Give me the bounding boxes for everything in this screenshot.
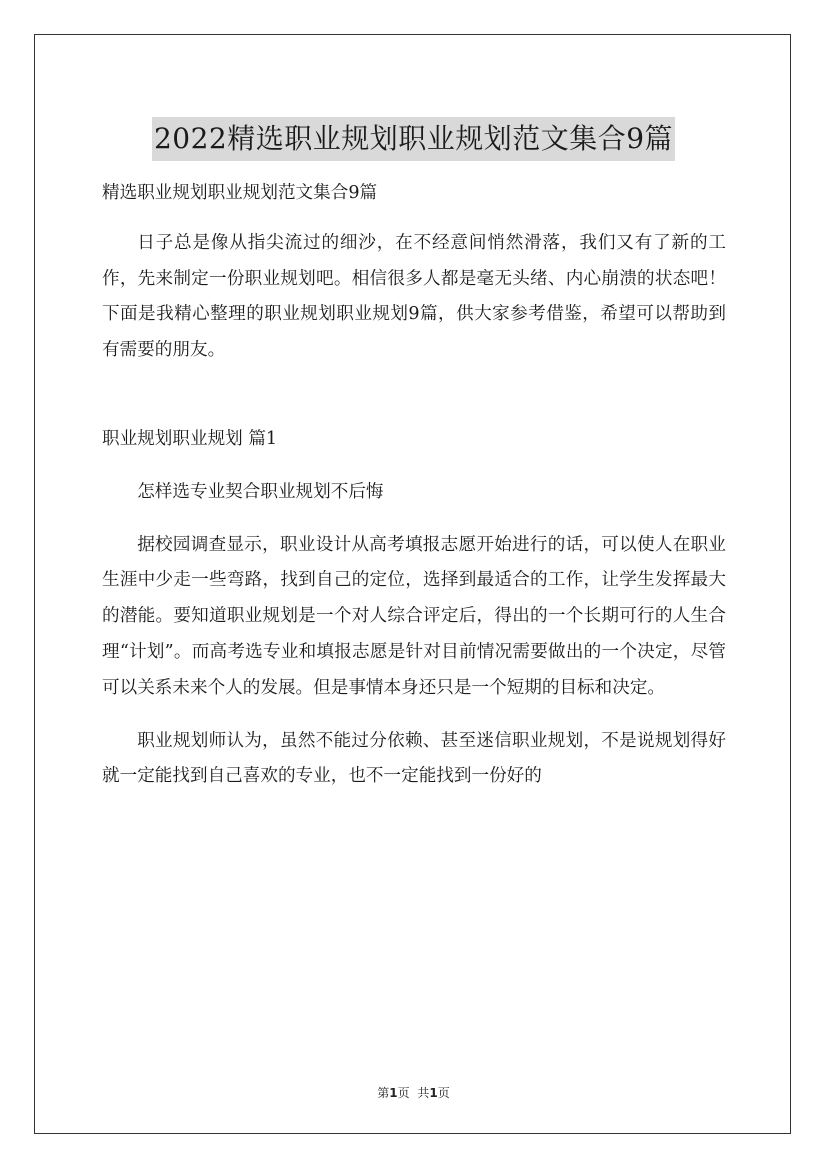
document-subtitle: 精选职业规划职业规划范文集合9篇 — [102, 183, 378, 203]
body-paragraph-1: 据校园调查显示，职业设计从高考填报志愿开始进行的话，可以使人在职业生涯中少走一些弯路，找到自己的定位，选择到最适合的工作，让学生发挥最大的潜能。要知道职业规划是一个对人综合评定后，得出的一个长期可行的人生合理“计划”。而高考选专业和填报志愿是针对目前情况需要做出的一个决定，尽管可以关系未来个人的发展。但是事情本身还只是一个短期的目标和决定。 — [102, 534, 726, 698]
intro-paragraph: 日子总是像从指尖流过的细沙，在不经意间悄然滑落，我们又有了新的工作，先来制定一份职业规划吧。相信很多人都是毫无头绪、内心崩溃的状态吧！下面是我精心整理的职业规划职业规划9篇，供大家参考借鉴，希望可以帮助到有需要的朋友。 — [102, 232, 726, 361]
page-suffix: 页 — [397, 1086, 410, 1100]
document-body — [102, 176, 726, 795]
title-container — [0, 98, 827, 180]
total-prefix: 共 — [417, 1086, 430, 1100]
total-suffix: 页 — [437, 1086, 450, 1100]
page-number: 1 — [389, 1086, 398, 1100]
body-paragraph-2: 职业规划师认为，虽然不能过分依赖、甚至迷信职业规划，不是说规划得好就一定能找到自己喜欢的专业，也不一定能找到一份好的 — [102, 730, 726, 787]
page-footer — [0, 1085, 827, 1101]
document-title: 2022精选职业规划职业规划范文集合9篇 — [152, 117, 675, 161]
section-heading: 职业规划职业规划 篇1 — [102, 428, 278, 449]
total-pages: 1 — [429, 1086, 438, 1100]
section-subheading: 怎样选专业契合职业规划不后悔 — [137, 481, 384, 502]
page-prefix: 第 — [377, 1086, 390, 1100]
